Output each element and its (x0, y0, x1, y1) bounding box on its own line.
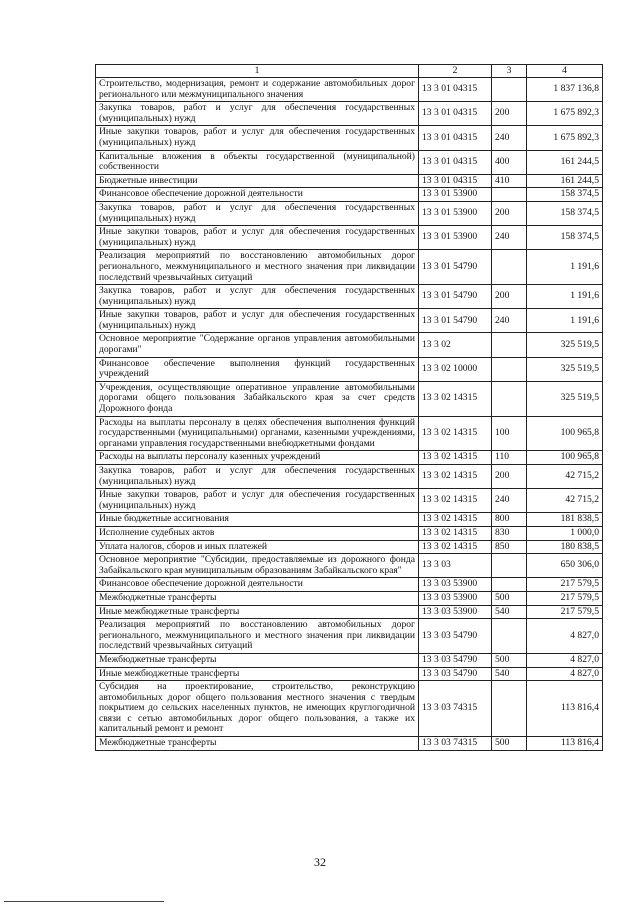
footnote-divider (4, 901, 164, 902)
row-code-cell: 13 3 01 54790 (419, 309, 492, 333)
row-name-cell: Реализация мероприятий по восстановлению автомобильных дорог регионального, межмуниципального и местного значения при ликвидации последствий чрезвычайных ситуаций (96, 619, 419, 654)
row-amount-cell: 161 244,5 (527, 150, 603, 174)
page-number: 32 (314, 855, 326, 869)
table-row (96, 451, 603, 465)
row-expense-type-cell (492, 619, 527, 654)
row-name-cell: Иные закупки товаров, работ и услуг для обеспечения государственных (муниципальных) нужд (96, 309, 419, 333)
row-name-cell: Закупка товаров, работ и услуг для обеспечения государственных (муниципальных) нужд (96, 465, 419, 489)
row-amount-cell: 4 827,0 (527, 667, 603, 681)
row-amount-cell: 325 519,5 (527, 333, 603, 357)
table-row (96, 201, 603, 225)
row-code-cell: 13 3 02 14315 (419, 416, 492, 451)
row-amount-cell: 161 244,5 (527, 174, 603, 188)
row-name-cell: Расходы на выплаты персоналу казенных учреждений (96, 451, 419, 465)
table-row (96, 489, 603, 513)
table-row (96, 605, 603, 619)
table-row (96, 309, 603, 333)
row-expense-type-cell: 410 (492, 174, 527, 188)
row-expense-type-cell: 850 (492, 540, 527, 554)
table-row (96, 526, 603, 540)
row-code-cell: 13 3 01 53900 (419, 201, 492, 225)
row-expense-type-cell: 240 (492, 489, 527, 513)
row-code-cell: 13 3 03 53900 (419, 578, 492, 592)
row-expense-type-cell: 500 (492, 653, 527, 667)
table-row (96, 188, 603, 202)
row-amount-cell: 1 191,6 (527, 250, 603, 285)
row-amount-cell: 4 827,0 (527, 619, 603, 654)
row-expense-type-cell: 830 (492, 526, 527, 540)
row-amount-cell: 158 374,5 (527, 201, 603, 225)
table-header-row (96, 65, 603, 78)
row-code-cell: 13 3 02 14315 (419, 540, 492, 554)
row-expense-type-cell: 800 (492, 513, 527, 527)
row-amount-cell: 113 816,4 (527, 737, 603, 751)
row-expense-type-cell: 240 (492, 226, 527, 250)
header-col-4: 4 (527, 65, 603, 78)
row-amount-cell: 100 965,8 (527, 416, 603, 451)
table-row (96, 540, 603, 554)
row-amount-cell: 1 191,6 (527, 285, 603, 309)
row-expense-type-cell: 540 (492, 667, 527, 681)
row-name-cell: Закупка товаров, работ и услуг для обеспечения государственных (муниципальных) нужд (96, 102, 419, 126)
table-row (96, 226, 603, 250)
row-amount-cell: 217 579,5 (527, 578, 603, 592)
row-name-cell: Субсидия на проектирование, строительство, реконструкцию автомобильных дорог общего пользования местного значения с твердым покрытием до сельских населенных пунктов, не имеющих круглогодичной связи с сетью автомобильных дорог общего пользования, а также их капитальный ремонт и ремонт (96, 681, 419, 737)
row-amount-cell: 1 675 892,3 (527, 102, 603, 126)
row-name-cell: Финансовое обеспечение выполнения функций государственных учреждений (96, 357, 419, 381)
row-code-cell: 13 3 02 10000 (419, 357, 492, 381)
table-row (96, 357, 603, 381)
row-code-cell: 13 3 03 54790 (419, 619, 492, 654)
table-row (96, 591, 603, 605)
table-row (96, 513, 603, 527)
row-expense-type-cell: 200 (492, 465, 527, 489)
row-amount-cell: 180 838,5 (527, 540, 603, 554)
row-expense-type-cell: 240 (492, 126, 527, 150)
row-code-cell: 13 3 01 54790 (419, 285, 492, 309)
row-name-cell: Межбюджетные трансферты (96, 737, 419, 751)
row-expense-type-cell (492, 250, 527, 285)
row-amount-cell: 1 191,6 (527, 309, 603, 333)
row-code-cell: 13 3 01 04315 (419, 78, 492, 102)
row-name-cell: Финансовое обеспечение дорожной деятельности (96, 188, 419, 202)
table-row (96, 285, 603, 309)
row-name-cell: Расходы на выплаты персоналу в целях обеспечения выполнения функций государственными (муниципальными) органами, казенными учреждениями, органами управления государственными внебюджетными фондами (96, 416, 419, 451)
row-expense-type-cell: 500 (492, 591, 527, 605)
row-name-cell: Межбюджетные трансферты (96, 653, 419, 667)
row-expense-type-cell: 500 (492, 737, 527, 751)
table-row (96, 737, 603, 751)
table-row (96, 333, 603, 357)
table-row (96, 681, 603, 737)
table-row (96, 174, 603, 188)
row-name-cell: Реализация мероприятий по восстановлению автомобильных дорог регионального, межмуниципального и местного значения при ликвидации последствий чрезвычайных ситуаций (96, 250, 419, 285)
row-expense-type-cell (492, 381, 527, 416)
table-row (96, 126, 603, 150)
row-amount-cell: 217 579,5 (527, 591, 603, 605)
row-code-cell: 13 3 02 14315 (419, 465, 492, 489)
row-code-cell: 13 3 01 53900 (419, 188, 492, 202)
row-amount-cell: 158 374,5 (527, 188, 603, 202)
row-code-cell: 13 3 02 14315 (419, 513, 492, 527)
row-code-cell: 13 3 03 53900 (419, 591, 492, 605)
table-row (96, 102, 603, 126)
table-row (96, 667, 603, 681)
row-name-cell: Иные бюджетные ассигнования (96, 513, 419, 527)
header-col-1: 1 (96, 65, 419, 78)
row-expense-type-cell: 110 (492, 451, 527, 465)
row-code-cell: 13 3 03 74315 (419, 681, 492, 737)
row-amount-cell: 217 579,5 (527, 605, 603, 619)
row-code-cell: 13 3 03 54790 (419, 653, 492, 667)
row-amount-cell: 100 965,8 (527, 451, 603, 465)
row-name-cell: Строительство, модернизация, ремонт и содержание автомобильных дорог регионального или межмуниципального значения (96, 78, 419, 102)
row-name-cell: Бюджетные инвестиции (96, 174, 419, 188)
row-code-cell: 13 3 01 04315 (419, 102, 492, 126)
table-body (96, 78, 603, 751)
row-expense-type-cell: 540 (492, 605, 527, 619)
row-name-cell: Иные закупки товаров, работ и услуг для обеспечения государственных (муниципальных) нужд (96, 226, 419, 250)
row-amount-cell: 181 838,5 (527, 513, 603, 527)
row-amount-cell: 325 519,5 (527, 381, 603, 416)
row-code-cell: 13 3 03 (419, 554, 492, 578)
row-code-cell: 13 3 02 (419, 333, 492, 357)
row-code-cell: 13 3 02 14315 (419, 451, 492, 465)
table-row (96, 381, 603, 416)
row-amount-cell: 113 816,4 (527, 681, 603, 737)
row-name-cell: Исполнение судебных актов (96, 526, 419, 540)
row-code-cell: 13 3 01 53900 (419, 226, 492, 250)
table-row (96, 653, 603, 667)
row-name-cell: Учреждения, осуществляющие оперативное управление автомобильными дорогами общего пользования Забайкальского края за счет средств Дорожного фонда (96, 381, 419, 416)
row-expense-type-cell: 200 (492, 102, 527, 126)
row-amount-cell: 1 837 136,8 (527, 78, 603, 102)
row-code-cell: 13 3 03 53900 (419, 605, 492, 619)
table-row (96, 416, 603, 451)
row-amount-cell: 42 715,2 (527, 489, 603, 513)
row-name-cell: Финансовое обеспечение дорожной деятельности (96, 578, 419, 592)
row-amount-cell: 42 715,2 (527, 465, 603, 489)
row-expense-type-cell: 200 (492, 285, 527, 309)
table-row (96, 465, 603, 489)
table-row (96, 150, 603, 174)
row-name-cell: Иные закупки товаров, работ и услуг для обеспечения государственных (муниципальных) нужд (96, 126, 419, 150)
row-expense-type-cell (492, 333, 527, 357)
row-name-cell: Закупка товаров, работ и услуг для обеспечения государственных (муниципальных) нужд (96, 285, 419, 309)
row-name-cell: Межбюджетные трансферты (96, 591, 419, 605)
table-row (96, 78, 603, 102)
row-expense-type-cell: 100 (492, 416, 527, 451)
row-expense-type-cell (492, 78, 527, 102)
row-name-cell: Закупка товаров, работ и услуг для обеспечения государственных (муниципальных) нужд (96, 201, 419, 225)
row-amount-cell: 325 519,5 (527, 357, 603, 381)
row-amount-cell: 1 675 892,3 (527, 126, 603, 150)
row-name-cell: Иные межбюджетные трансферты (96, 605, 419, 619)
row-amount-cell: 1 000,0 (527, 526, 603, 540)
row-name-cell: Иные межбюджетные трансферты (96, 667, 419, 681)
table-row (96, 250, 603, 285)
row-code-cell: 13 3 01 04315 (419, 174, 492, 188)
row-expense-type-cell (492, 554, 527, 578)
row-code-cell: 13 3 01 54790 (419, 250, 492, 285)
table-row (96, 619, 603, 654)
row-code-cell: 13 3 01 04315 (419, 150, 492, 174)
row-code-cell: 13 3 03 74315 (419, 737, 492, 751)
row-name-cell: Капитальные вложения в объекты государственной (муниципальной) собственности (96, 150, 419, 174)
header-col-3: 3 (492, 65, 527, 78)
table-row (96, 578, 603, 592)
row-name-cell: Уплата налогов, сборов и иных платежей (96, 540, 419, 554)
row-name-cell: Основное мероприятие "Содержание органов управления автомобильными дорогами" (96, 333, 419, 357)
budget-table (95, 64, 603, 751)
row-expense-type-cell: 200 (492, 201, 527, 225)
row-name-cell: Иные закупки товаров, работ и услуг для обеспечения государственных (муниципальных) нужд (96, 489, 419, 513)
row-code-cell: 13 3 02 14315 (419, 381, 492, 416)
row-name-cell: Основное мероприятие "Субсидии, предоставляемые из дорожного фонда Забайкальского края муниципальным образованиям Забайкальского края" (96, 554, 419, 578)
table-row (96, 554, 603, 578)
row-expense-type-cell (492, 357, 527, 381)
row-code-cell: 13 3 02 14315 (419, 526, 492, 540)
row-expense-type-cell (492, 188, 527, 202)
row-amount-cell: 4 827,0 (527, 653, 603, 667)
header-col-2: 2 (419, 65, 492, 78)
row-expense-type-cell: 400 (492, 150, 527, 174)
row-code-cell: 13 3 01 04315 (419, 126, 492, 150)
row-code-cell: 13 3 02 14315 (419, 489, 492, 513)
row-expense-type-cell: 240 (492, 309, 527, 333)
row-expense-type-cell (492, 578, 527, 592)
row-amount-cell: 158 374,5 (527, 226, 603, 250)
row-code-cell: 13 3 03 54790 (419, 667, 492, 681)
row-expense-type-cell (492, 681, 527, 737)
row-amount-cell: 650 306,0 (527, 554, 603, 578)
